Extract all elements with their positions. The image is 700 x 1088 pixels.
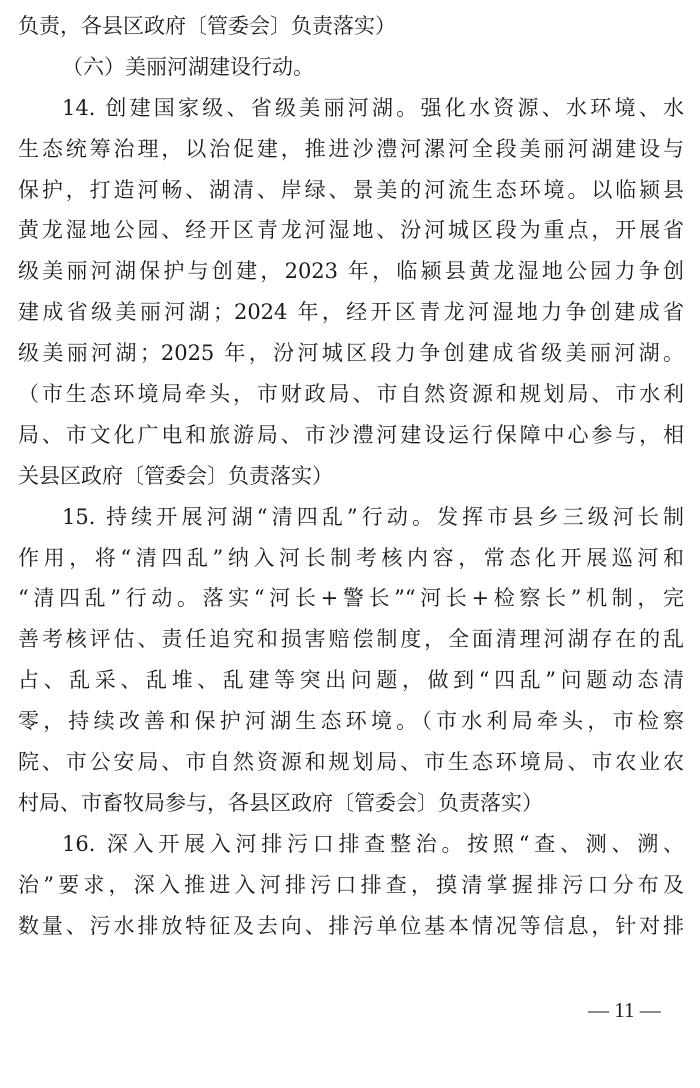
item-16-heading-line: 16. 深入开展入河排污口排查整治。按照“查、测、溯、	[62, 831, 684, 856]
text-line: 零，持续改善和保护河湖生态环境。（市水利局牵头，市检察	[18, 709, 684, 734]
text-line: 占、乱采、乱堆、乱建等突出问题，做到“四乱”问题动态清	[18, 668, 684, 693]
text-line: 作用，将“清四乱”纳入河长制考核内容，常态化开展巡河和	[18, 545, 684, 570]
text-line: 黄龙湿地公园、经开区青龙河湿地、汾河城区段为重点，开展省	[18, 218, 684, 243]
text-line: 生态统筹治理，以治促建，推进沙澧河漯河全段美丽河湖建设与	[18, 136, 684, 161]
section-heading: （六）美丽河湖建设行动。	[62, 54, 314, 79]
text-line: 保护，打造河畅、湖清、岸绿、景美的河流生态环境。以临颍县	[18, 177, 684, 202]
text-line: 村局、市畜牧局参与，各县区政府〔管委会〕负责落实）	[18, 790, 543, 815]
text-line: 治”要求，深入推进入河排污口排查，摸清掌握排污口分布及	[18, 872, 684, 897]
text-line: “清四乱”行动。落实“河长+警长”“河长+检察长”机制，完	[18, 586, 684, 611]
item-15-heading-line: 15. 持续开展河湖“清四乱”行动。发挥市县乡三级河长制	[62, 504, 684, 529]
text-line: 数量、污水排放特征及去向、排污单位基本情况等信息，针对排	[18, 913, 684, 938]
text-line: （市生态环境局牵头，市财政局、市自然资源和规划局、市水利	[18, 382, 684, 407]
text-line: 级美丽河湖；2025 年，汾河城区段力争创建成省级美丽河湖。	[18, 341, 684, 366]
text-line: 负责，各县区政府〔管委会〕负责落实）	[18, 14, 396, 38]
item-14-heading-line: 14. 创建国家级、省级美丽河湖。强化水资源、水环境、水	[62, 95, 684, 120]
text-line: 级美丽河湖保护与创建，2023 年，临颍县黄龙湿地公园力争创	[18, 259, 684, 284]
text-line: 善考核评估、责任追究和损害赔偿制度，全面清理河湖存在的乱	[18, 627, 684, 652]
page-number: — 11 —	[588, 998, 661, 1022]
text-line: 院、市公安局、市自然资源和规划局、市生态环境局、市农业农	[18, 750, 684, 775]
text-line: 关县区政府〔管委会〕负责落实）	[18, 463, 333, 488]
text-line: 建成省级美丽河湖；2024 年，经开区青龙河湿地力争创建成省	[18, 300, 684, 325]
document-body	[18, 6, 684, 946]
text-line: 局、市文化广电和旅游局、市沙澧河建设运行保障中心参与，相	[18, 422, 684, 447]
